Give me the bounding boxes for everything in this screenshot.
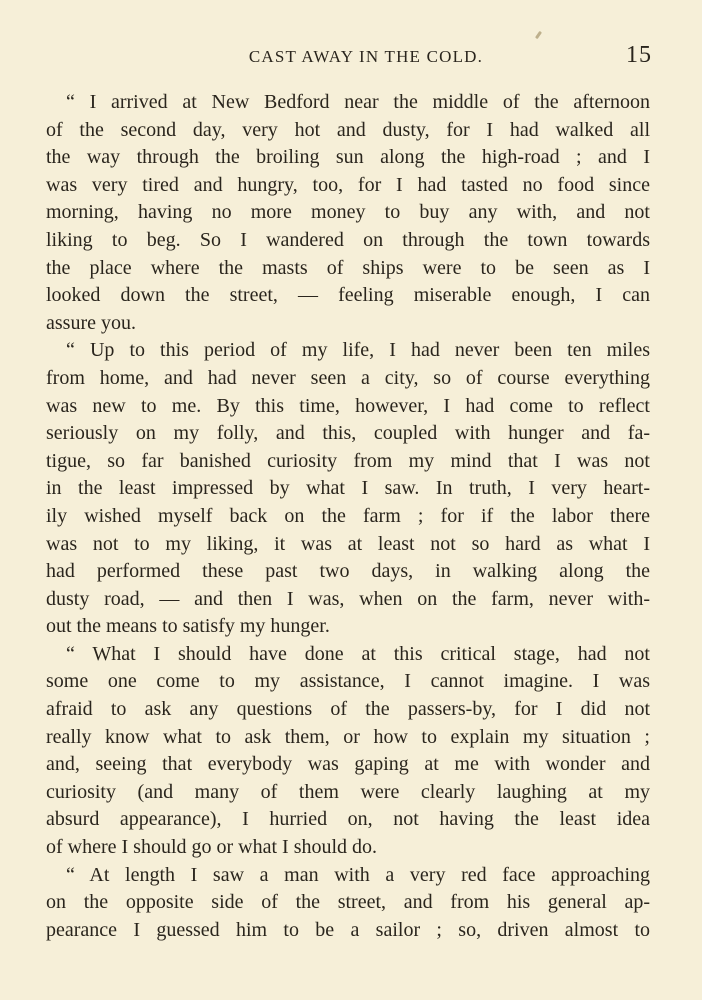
text-line: “ At length I saw a man with a very red face approaching: [66, 863, 650, 886]
text-line: in the least impressed by what I saw. In truth, I very heart-: [46, 477, 650, 500]
running-title: CAST AWAY IN THE COLD.: [248, 47, 484, 66]
text-line: ily wished myself back on the farm ; for if the labor there: [46, 504, 650, 527]
text-line: some one come to my assistance, I cannot imagine. I was: [46, 670, 650, 693]
text-line: absurd appearance), I hurried on, not having the least idea: [46, 808, 650, 831]
text-line: was new to me. By this time, however, I had come to reflect: [46, 394, 650, 417]
text-line: “ Up to this period of my life, I had never been ten miles: [66, 339, 650, 362]
text-line: and, seeing that everybody was gaping at me with wonder and: [46, 753, 650, 776]
text-line: dusty road, — and then I was, when on the farm, never with-: [46, 587, 650, 610]
text-line: of where I should go or what I should do.: [46, 836, 378, 859]
text-line: was not to my liking, it was at least not so hard as what I: [46, 532, 650, 555]
text-line: “ What I should have done at this critical stage, had not: [66, 642, 650, 665]
text-line: seriously on my folly, and this, coupled with hunger and fa-: [46, 422, 650, 445]
running-head: [46, 42, 652, 72]
text-line: of the second day, very hot and dusty, for I had walked all: [46, 118, 650, 141]
text-line: out the means to satisfy my hunger.: [46, 615, 330, 638]
text-line: the place where the masts of ships were to be seen as I: [46, 256, 650, 279]
text-line: on the opposite side of the street, and from his general ap-: [46, 891, 650, 914]
page-number: 15: [626, 42, 652, 68]
text-line: from home, and had never seen a city, so of course everything: [46, 366, 650, 389]
text-line: looked down the street, — feeling miserable enough, I can: [46, 284, 650, 307]
text-line: morning, having no more money to buy any with, and not: [46, 201, 650, 224]
body-text: [46, 89, 650, 944]
text-line: pearance I guessed him to be a sailor ; so, driven almost to: [46, 918, 650, 941]
text-line: afraid to ask any questions of the passers-by, for I did not: [46, 698, 650, 721]
ink-speck: [535, 31, 542, 39]
text-line: the way through the broiling sun along the high-road ; and I: [46, 146, 650, 169]
text-line: assure you.: [46, 311, 136, 334]
text-line: had performed these past two days, in walking along the: [46, 560, 650, 583]
text-line: really know what to ask them, or how to explain my situation ;: [46, 725, 650, 748]
text-line: curiosity (and many of them were clearly laughing at my: [46, 780, 650, 803]
text-line: was very tired and hungry, too, for I had tasted no food since: [46, 173, 650, 196]
text-line: liking to beg. So I wandered on through the town towards: [46, 228, 650, 251]
text-line: tigue, so far banished curiosity from my mind that I was not: [46, 449, 650, 472]
text-line: “ I arrived at New Bedford near the middle of the afternoon: [66, 91, 650, 113]
